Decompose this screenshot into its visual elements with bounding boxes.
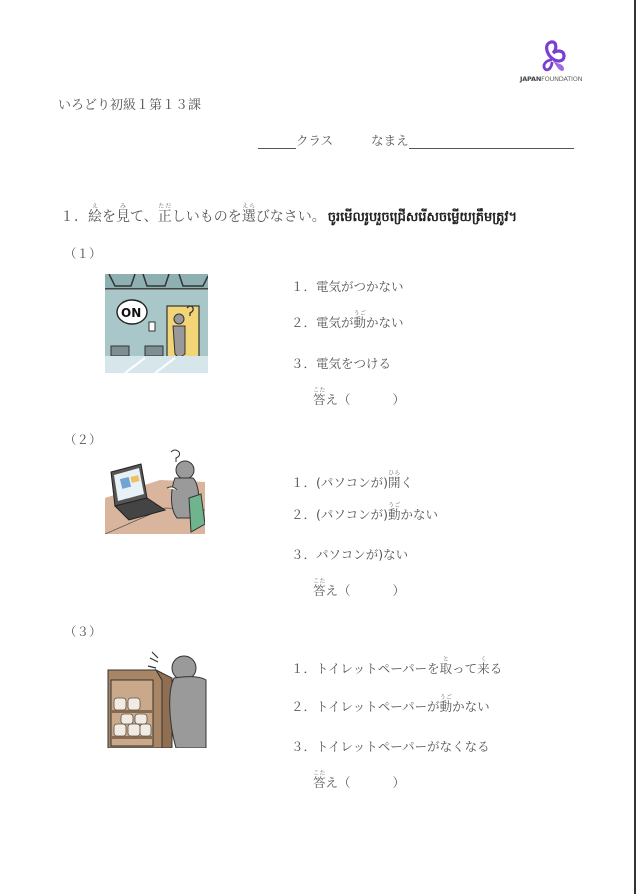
class-label: クラス bbox=[296, 133, 334, 148]
question-1-label: （１） bbox=[64, 246, 102, 261]
course-title: いろどり初級１第１３課 bbox=[58, 98, 202, 113]
q2-option-2[interactable]: ２．(パソコンが)動うごかない bbox=[291, 502, 439, 522]
q2-option-3[interactable]: ３．パソコンが)ない bbox=[291, 547, 409, 562]
name-label: なまえ bbox=[371, 133, 409, 148]
q3-option-1[interactable]: １．トイレットペーパーを取とって来くる bbox=[291, 656, 503, 676]
q2-answer[interactable]: 答こたえ（ ） bbox=[313, 578, 406, 598]
q3-answer[interactable]: 答こたえ（ ） bbox=[313, 770, 406, 790]
japan-foundation-logo bbox=[520, 40, 583, 88]
q1-option-2[interactable]: ２．電気が動うごかない bbox=[291, 310, 404, 330]
class-blank[interactable] bbox=[258, 134, 296, 149]
q1-answer[interactable]: 答こたえ（ ） bbox=[313, 387, 406, 407]
instruction: １．絵えを見みて、正ただしいものを選えらびなさい。 ចូរមើលរូបរួចជ្រើសរើសចម្លើយត្រឹមត្រូវ។ bbox=[60, 203, 518, 225]
toilet-paper-cabinet-illustration bbox=[106, 650, 208, 748]
ruby-word: 絵え bbox=[88, 203, 102, 225]
khmer-instruction: ចូរមើលរូបរួចជ្រើសរើសចម្លើយត្រឹមត្រូវ។ bbox=[327, 210, 518, 225]
q3-option-3[interactable]: ３．トイレットペーパーがなくなる bbox=[291, 739, 490, 754]
svg-text:ON: ON bbox=[121, 306, 142, 320]
q1-option-1[interactable]: １．電気がつかない bbox=[291, 279, 404, 294]
question-3-label: （３） bbox=[64, 624, 102, 639]
q3-option-2[interactable]: ２．トイレットペーパーが動うごかない bbox=[291, 694, 490, 714]
light-switch-illustration bbox=[105, 274, 208, 373]
logo-text-japan: JAPAN bbox=[520, 75, 542, 83]
q2-option-1[interactable]: １．(パソコンが)開ひらく bbox=[291, 470, 414, 490]
logo-text-foundation: FOUNDATION bbox=[541, 75, 583, 83]
q1-option-3[interactable]: ３．電気をつける bbox=[291, 356, 392, 371]
laptop-illustration bbox=[105, 448, 205, 534]
name-class-line bbox=[258, 131, 574, 149]
butterfly-logo-icon bbox=[540, 40, 566, 74]
instruction-number: １． bbox=[60, 209, 88, 225]
name-blank[interactable] bbox=[409, 134, 574, 149]
question-2-label: （２） bbox=[64, 432, 102, 447]
